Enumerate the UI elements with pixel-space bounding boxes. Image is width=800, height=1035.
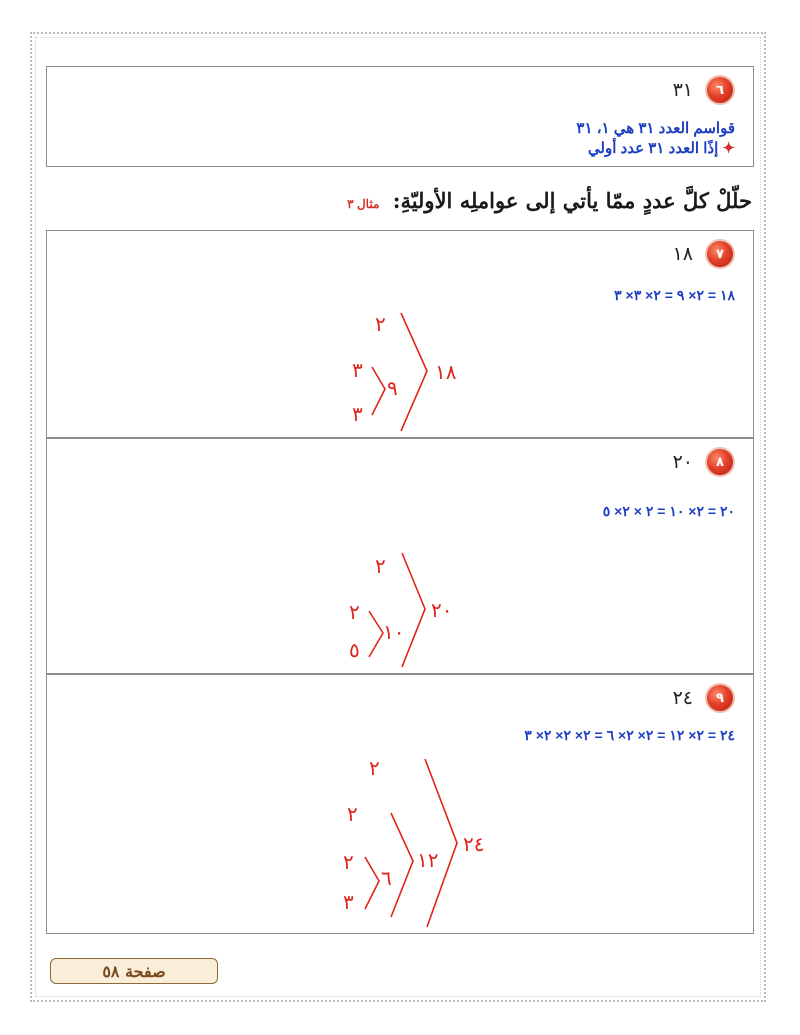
tree-factor: ٢ [343,850,354,874]
example-reference: مثال ٣ [347,197,380,211]
problem-6-header [673,75,735,105]
problem-number-badge: ٦ [705,75,735,105]
inner-bracket [369,611,383,657]
outer-bracket [425,759,457,927]
inner-bracket [372,367,385,415]
divisors-line: قواسم العدد ٣١ هي ١، ٣١ [576,120,735,137]
inner-bracket [365,857,379,909]
tree-mid: ١٢ [417,848,439,872]
problem-number: ١٨ [672,243,693,265]
middle-bracket [391,813,413,917]
page-number-tab: صفحة ٥٨ [50,958,218,984]
tree-factor: ٣ [343,890,354,914]
factor-tree-18 [47,231,755,439]
problem-7-box [46,230,754,438]
tree-factor: ٣ [352,402,363,426]
factor-tree-24 [47,675,755,935]
problem-8-box [46,438,754,674]
problem-number-badge: ٧ [705,239,735,269]
tree-factor: ٢ [347,802,358,826]
tree-factor: ٢ [369,756,380,780]
conclusion-line [588,139,735,157]
tree-mid: ٩ [387,376,398,400]
conclusion-text: إذًا العدد ٣١ عدد أولي [587,140,719,157]
problem-number: ٢٠ [672,451,693,473]
tree-mid: ٦ [381,866,392,890]
problem-6-box [46,66,754,167]
factor-equation: ١٨ = ٢× ٩ = ٢× ٣× ٣ [614,287,735,303]
problem-9-box [46,674,754,934]
factor-equation: ٢٤ = ٢× ١٢ = ٢× ٢× ٦ = ٢× ٢× ٢× ٣ [524,727,735,743]
outer-bracket [401,313,427,431]
section-title-text: حلّلْ كلَّ عددٍ ممّا يأتي إلى عواملِه الأوليّةِ: [392,188,752,213]
outer-bracket [402,553,425,667]
factor-tree-20 [47,439,755,675]
tree-root: ١٨ [435,360,457,384]
problem-number-badge: ٨ [705,447,735,477]
problem-number-badge: ٩ [705,683,735,713]
tree-root: ٢٠ [431,598,453,622]
tree-factor: ٢ [375,312,386,336]
tree-mid: ١٠ [383,620,405,644]
problem-number: ٣١ [672,79,693,101]
tree-factor: ٥ [349,638,360,662]
problem-number: ٢٤ [672,687,693,709]
section-title [347,188,752,213]
tree-root: ٢٤ [463,832,485,856]
tree-factor: ٢ [349,600,360,624]
bullet-icon: ✦ [722,140,735,157]
factor-equation: ٢٠ = ٢× ١٠ = ٢ × ٢× ٥ [602,503,735,519]
tree-factor: ٣ [352,358,363,382]
tree-factor: ٢ [375,554,386,578]
